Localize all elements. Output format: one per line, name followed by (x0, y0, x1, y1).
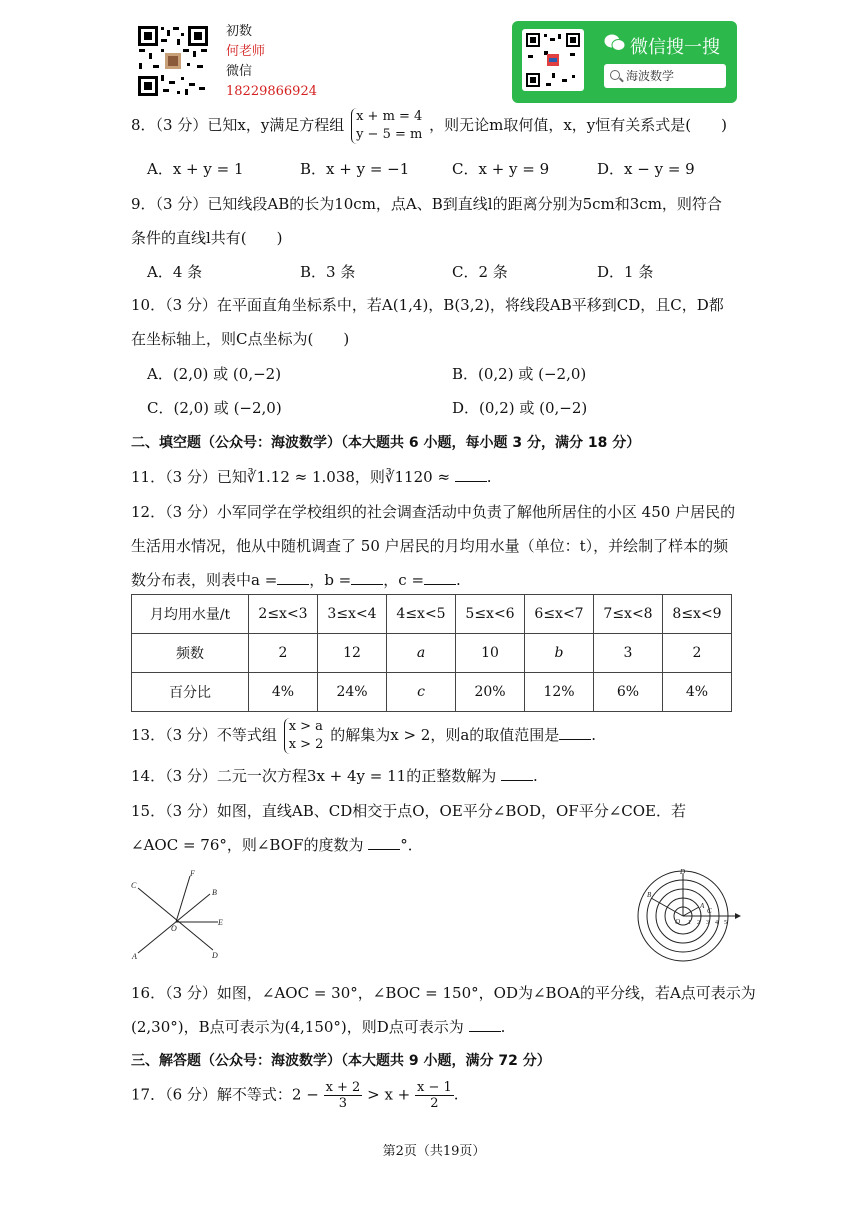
q8-equation-2: y − 5 = m (356, 127, 423, 142)
q15-intersecting-lines-figure (128, 868, 238, 963)
table-cell: 6% (594, 673, 663, 712)
tick-4: 4 (715, 920, 718, 926)
label-o: O (171, 924, 177, 933)
table-header-row (132, 595, 732, 634)
q8-option-b[interactable]: B．x + y = −1 (300, 160, 410, 178)
q13-inequality-1: x > a (288, 719, 323, 734)
q14-answer-blank[interactable] (501, 766, 533, 781)
q12-c-label: c = (398, 571, 425, 589)
label-d: D (680, 868, 686, 876)
question-17 (131, 1080, 459, 1111)
q10-option-b[interactable]: B．(0,2) 或 (−2,0) (452, 365, 587, 383)
ray-oa (683, 907, 699, 916)
tick-2: 2 (697, 920, 700, 926)
q15-answer-blank[interactable] (368, 835, 400, 850)
q8-tail-text: ，则无论m取何值，x，y恒有关系式是( ) (429, 116, 727, 134)
table-header-cell: 6≤x<7 (525, 595, 594, 634)
q17-frac1-denominator: 3 (338, 1096, 348, 1111)
section-2-heading: 二、填空题（公众号：海波数学）（本大题共 6 小题，每小题 3 分，满分 18 分） (131, 435, 641, 451)
table-header-cell: 7≤x<8 (594, 595, 663, 634)
table-cell: 20% (456, 673, 525, 712)
table-header-cell: 2≤x<3 (249, 595, 318, 634)
table-cell: c (387, 673, 456, 712)
table-cell: b (525, 634, 594, 673)
table-cell: 2 (663, 634, 732, 673)
table-header-cell: 5≤x<6 (456, 595, 525, 634)
q8-option-d[interactable]: D．x − y = 9 (597, 160, 695, 178)
question-12-line-1: 12．（3 分）小军同学在学校组织的社会调查活动中负责了解他所居住的小区 450 户居民的 (131, 503, 736, 521)
q14-end: . (533, 767, 538, 785)
q13-tail: 的解集为x > 2，则a的取值范围是 (330, 726, 560, 744)
question-16-line-2 (131, 1016, 505, 1037)
question-11 (131, 466, 492, 487)
frequency-table (131, 594, 732, 712)
q16-line2-end: . (500, 1018, 506, 1036)
teacher-contact (226, 22, 317, 102)
q8-equation-system (351, 108, 422, 144)
q12-a-label: a = (251, 571, 278, 589)
q16-line2-pre: (2,30°)，B点可表示为(4,150°)，则D点可表示为 (131, 1018, 464, 1036)
table-cell: a (387, 634, 456, 673)
q11-pre: 11．（3 分）已知 (131, 468, 247, 486)
search-icon (610, 70, 620, 80)
table-cell: 24% (318, 673, 387, 712)
contact-line-4: 18229866924 (226, 84, 317, 99)
question-12-line-3: 数分布表，则表中a = ，b = ，c = . (131, 571, 461, 589)
wechat-qr-code (522, 29, 584, 91)
question-8-stem (131, 108, 727, 144)
label-c: C (707, 907, 712, 915)
table-cell: 2 (249, 634, 318, 673)
wechat-search-title: 微信搜一搜 (630, 37, 720, 58)
table-cell: 12 (318, 634, 387, 673)
section-3-heading: 三、解答题（公众号：海波数学）（本大题共 9 小题，满分 72 分） (131, 1053, 551, 1069)
table-header-cell: 4≤x<5 (387, 595, 456, 634)
line-cd (138, 888, 213, 950)
page-footer: 第2页（共19页） (382, 1144, 486, 1159)
q11-answer-blank[interactable] (455, 467, 487, 482)
label-f: F (190, 869, 195, 878)
table-row-frequency (132, 634, 732, 673)
tick-1: 1 (688, 920, 691, 926)
tick-5: 5 (724, 920, 727, 926)
table-row-percentage (132, 673, 732, 712)
q16-polar-circles-figure (635, 866, 743, 966)
label-a: A (132, 952, 137, 961)
question-9-line-1: 9．（3 分）已知线段AB的长为10cm，点A、B到直线l的距离分别为5cm和3cm，则符合 (131, 195, 722, 213)
q8-option-c[interactable]: C．x + y = 9 (452, 160, 550, 178)
table-cell: 4% (249, 673, 318, 712)
contact-line-1: 初数 (226, 24, 253, 39)
tick-3: 3 (706, 920, 709, 926)
contact-line-3: 微信 (226, 64, 253, 79)
contact-line-2: 何老师 (226, 44, 266, 59)
q17-fraction-1 (324, 1080, 363, 1111)
q10-option-c[interactable]: C．(2,0) 或 (−2,0) (147, 399, 282, 417)
wechat-search-field[interactable] (604, 64, 726, 88)
q15-line2-end: °． (400, 836, 423, 854)
q17-mid: > x + (367, 1085, 411, 1104)
question-9-line-2: 条件的直线l共有( ) (131, 229, 283, 247)
question-16-line-1: 16．（3 分）如图，∠AOC = 30°，∠BOC = 150°，OD为∠BOA的平分线，若A点可表示为 (131, 984, 756, 1002)
q13-answer-blank[interactable] (559, 725, 591, 740)
q15-line2-pre: ∠AOC = 76°，则∠BOF的度数为 (131, 836, 364, 854)
table-cell: 百分比 (132, 673, 249, 712)
q13-pre: 13．（3 分）不等式组 (131, 726, 277, 744)
q9-option-a[interactable]: A．4 条 (147, 263, 203, 281)
q13-end: . (591, 726, 597, 744)
q12-c-blank[interactable] (424, 570, 456, 585)
q13-inequality-2: x > 2 (288, 737, 324, 752)
ray-of (176, 876, 190, 922)
label-e: E (218, 918, 223, 927)
q12-b-blank[interactable] (351, 570, 383, 585)
q17-pre: 17．（6 分）解不等式：2 − (131, 1085, 319, 1104)
q8-equation-1: x + m = 4 (356, 109, 423, 124)
axis-arrow-icon (735, 913, 741, 919)
q9-option-b[interactable]: B．3 条 (300, 263, 356, 281)
q16-answer-blank[interactable] (469, 1017, 501, 1032)
question-15-line-1: 15．（3 分）如图，直线AB、CD相交于点O，OE平分∠BOD，OF平分∠COE．若 (131, 802, 686, 820)
question-13 (131, 718, 596, 754)
label-d: D (212, 951, 218, 960)
q11-given-root: ∛1.12 ≈ 1.038 (246, 468, 355, 486)
label-a: A (700, 902, 705, 910)
q17-frac2-numerator: x − 1 (417, 1080, 452, 1095)
q10-option-d[interactable]: D．(0,2) 或 (0,−2) (452, 399, 588, 417)
wechat-search-text: 海波数学 (626, 69, 675, 83)
table-cell: 12% (525, 673, 594, 712)
q9-option-d[interactable]: D．1 条 (597, 263, 654, 281)
question-10-line-2: 在坐标轴上，则C点坐标为( ) (131, 330, 350, 348)
q11-asked-root: ∛1120 ≈ (384, 468, 451, 486)
label-b: B (212, 888, 217, 897)
question-12-line-2: 生活用水情况，他从中随机调查了 50 户居民的月均用水量（单位：t），并绘制了样本的频 (131, 537, 729, 555)
label-c: C (131, 881, 137, 890)
q17-frac2-denominator: 2 (430, 1096, 439, 1111)
table-cell: 10 (456, 634, 525, 673)
q10-option-a[interactable]: A．(2,0) 或 (0,−2) (147, 365, 282, 383)
q11-end: . (486, 468, 492, 486)
q11-mid: ，则 (354, 468, 385, 486)
q17-frac1-numerator: x + 2 (325, 1080, 361, 1095)
question-14 (131, 765, 538, 786)
table-cell: 频数 (132, 634, 249, 673)
table-header-cell: 月均用水量/t (132, 595, 249, 634)
q12-line3-pre: 数分布表，则表中 (131, 571, 252, 589)
q17-end: . (453, 1085, 459, 1104)
q8-stem-text: 8．（3 分）已知x，y满足方程组 (131, 116, 345, 134)
qr-code-image (137, 25, 209, 97)
question-10-line-1: 10．（3 分）在平面直角坐标系中，若A(1,4)，B(3,2)，将线段AB平移到CD，且C，D都 (131, 296, 724, 314)
question-15-line-2 (131, 834, 423, 855)
wechat-search-box (512, 21, 737, 103)
wechat-icon (604, 33, 626, 57)
q12-a-blank[interactable] (277, 570, 309, 585)
q12-b-label: b = (324, 571, 352, 589)
q14-text: 14．（3 分）二元一次方程3x + 4y = 11的正整数解为 (131, 767, 497, 785)
table-cell: 4% (663, 673, 732, 712)
q17-fraction-2 (415, 1080, 454, 1111)
table-cell: 3 (594, 634, 663, 673)
q9-option-c[interactable]: C．2 条 (452, 263, 508, 281)
table-header-cell: 3≤x<4 (318, 595, 387, 634)
q8-option-a[interactable]: A．x + y = 1 (147, 160, 244, 178)
table-header-cell: 8≤x<9 (663, 595, 732, 634)
label-o: O (675, 918, 681, 926)
label-b: B (647, 891, 652, 899)
q13-inequality-system (284, 718, 324, 754)
